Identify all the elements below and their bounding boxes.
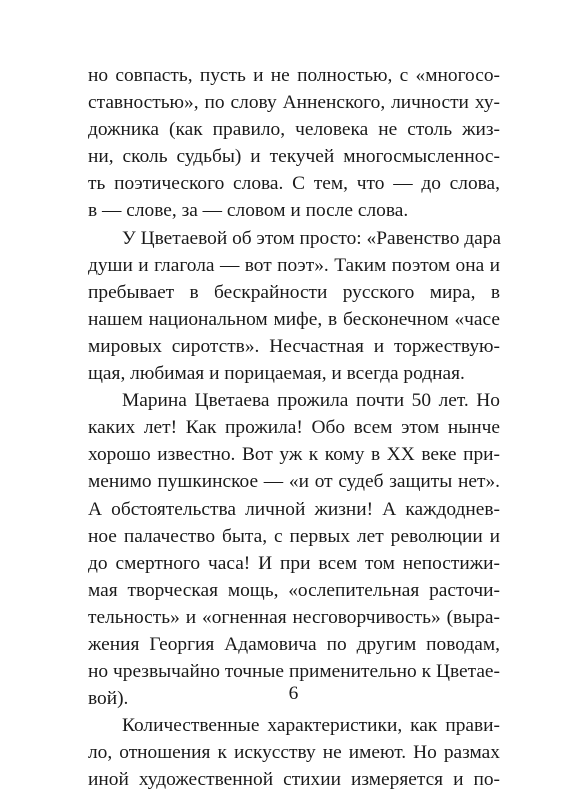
text-line: пребывает в бескрайности русского мира, в	[88, 281, 500, 303]
text-line: щая, любимая и порицаемая, и всегда родная.	[88, 363, 465, 385]
text-line: до смертного часа! И при всем том непостижи-	[88, 552, 500, 574]
text-line: вой).	[88, 688, 129, 710]
text-line: ло, отношения к искусству не имеют. Но размах	[88, 742, 500, 764]
text-line: тельность» и «огненная несговорчивость» (выра-	[88, 606, 500, 628]
text-line: иной художественной стихии измеряется и по-	[88, 769, 500, 791]
paragraph	[88, 387, 500, 712]
page-number: 6	[288, 683, 299, 704]
text-line: каких лет! Как прожила! Обо всем этом нынче	[88, 417, 500, 439]
text-line: Количественные характеристики, как прави-	[122, 715, 500, 737]
text-line: жения Георгия Адамовича по другим поводам,	[88, 633, 500, 655]
text-line: нашем национальном мифе, в бесконечном «часе	[88, 308, 500, 330]
text-line: менимо пушкинское — «и от судеб защиты нет».	[88, 471, 500, 493]
paragraph	[88, 62, 500, 225]
text-line: У Цветаевой об этом просто: «Равенство дара	[122, 227, 502, 249]
paragraph	[88, 712, 500, 793]
text-line: души и глагола — вот поэт». Таким поэтом она и	[88, 254, 500, 276]
text-line: ни, сколь судьбы) и текучей многосмысленнос-	[88, 146, 500, 168]
text-line: мировых сиротств». Несчастная и торжествую-	[88, 335, 500, 357]
text-line: но чрезвычайно точные применительно к Цветае-	[88, 661, 500, 683]
text-line: ть поэтического слова. С тем, что — до слова,	[88, 173, 500, 195]
text-line: мая творческая мощь, «ослепительная расточи-	[88, 579, 500, 601]
text-line: в — слове, за — словом и после слова.	[88, 200, 409, 222]
text-line: хорошо известно. Вот уж к кому в XX веке при-	[88, 444, 500, 466]
paragraph	[88, 225, 500, 388]
text-line: ставностью», по слову Анненского, личности ху-	[88, 92, 500, 114]
text-line: А обстоятельства личной жизни! А каждоднев-	[88, 498, 500, 520]
text-line: но совпасть, пусть и не полностью, с «многосо-	[88, 65, 500, 86]
text-line: ное палачество быта, с первых лет революции и	[88, 525, 500, 547]
text-line: дожника (как правило, человека не столь жиз-	[88, 119, 500, 141]
text-line: Марина Цветаева прожила почти 50 лет. Но	[122, 390, 500, 412]
